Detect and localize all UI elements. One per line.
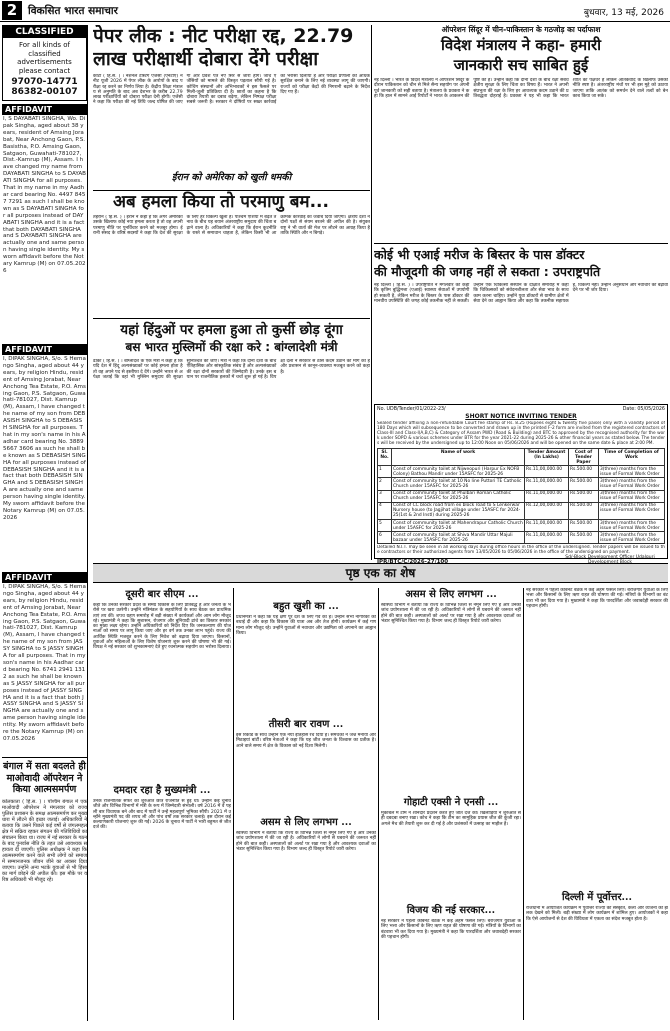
iran-body: तेहरान ( हि.स. ) । ईरान ने कहा है कि अगर अमेरिका उसके खिलाफ कोई नया हमला करता है तो वह अपनी परमाणु नीति पर पुनर्विचार करने को मजबूर होगा। ईरानी संसद के वरिष्ठ सदस्यों ने कहा कि देश की सुरक्षा के लिए हर विकल्प खुला है। पश्चिम एशिया में बढ़ते तनाव के बीच यह बयान अंतरराष्ट्रीय समुदाय की चिंता बढ़ाने वाला है। अधिकारियों ने कहा कि ईरान कूटनीति के रास्ते से समाधान चाहता है, लेकिन किसी भी आक्रामक कार्रवाई का जवाब दिया जाएगा। क्षेत्रीय देशों ने दोनों पक्षों से संयम बरतने की अपील की है। संयुक्त राष्ट्र ने भी वार्ता की मेज पर लौटने का आग्रह किया है ताकि स्थिति और न बिगड़े। (93, 215, 370, 236)
classified-phone-2: 86382-00107 (11, 87, 78, 97)
tender-footer: Detailed N.I.T. may be seen in all working days during office hours in the office of the undersigned. Tender papers will be issued to the contractors or their authorized agents from 13/05/2026 to 05/06/2026 in the office of the undersigned on payment. (377, 545, 665, 556)
continuation-banner (93, 563, 668, 583)
table-row: 5 Const of community toilet at Mahendrapur Catholic Church under 15ASFC for 2025-26 Rs.11,00,000.00 Rs.500.00 3(three) months from the issue of Formal Work Order (378, 519, 665, 531)
affidavit-title: AFFIDAVIT (2, 344, 87, 355)
column-divider (371, 25, 372, 560)
table-row: 2 Const of community toilet at 10 No line Puttori TE Catholic Church under 15ASFC for 2025-26 Rs.11,00,000.00 Rs.500.00 3(three) months from the issue of Formal Work Order (378, 478, 665, 490)
table-row: 6 Const of community toilet at Shiva Mandir Uttar Majuli bazaar under 15ASFC for 2025-26 Rs.11,00,000.00 Rs.500.00 3(three) months from the issue of Formal Work Order (378, 532, 665, 544)
affidavit-body: I, DIPAK SINGHA, S/o. S Hemango Singha, aged about 44 years, by religion Hindu, resident of Amsing Jorabat, Near Anchong Tea Estate, P.O. Amsing Gaon, P.S. Satgaon, Guwahati-781027, Dist. Kamrup (M), Assam, I have changed the name of my son from JASSY SINGHA to S JASSY SINGHA for all purposes. That in my son's name in his Aadhar card bearing No. 6741 2941 1312 as such he shall be known as S JASSY SINGHA for all purposes instead of JASSY SINGHA and it is a fact that both JASSY SINGHA and S JASSY SINGHA are actually one and same person having single identity. My sworn affidavit before the Notary Kamrup (M) on 07.05.2026 (3, 584, 86, 742)
cont-body: कहा कि उनकी सरकार प्रदेश के समग्र विकास के लिए प्रतिबद्ध है और जनता के भरोसे पर खरा उतरेगी। उन्होंने मंत्रिमंडल के सहयोगियों के साथ बैठक कर प्राथमिकताएं तय कीं। शपथ ग्रहण समारोह में बड़ी संख्या में कार्यकर्ता और आम लोग मौजूद रहे। मुख्यमंत्री ने कहा कि सुशासन, रोजगार और बुनियादी ढांचे का विस्तार सरकार का मुख्य लक्ष्य रहेगा। उन्होंने अधिकारियों को निर्देश दिए कि जनकल्याण की योजनाओं को समय पर लागू किया जाए और हर वर्ग तक उनका लाभ पहुंचे। राज्य की आर्थिक स्थिति मजबूत करने के लिए निवेश को बढ़ावा दिया जाएगा। किसानों, युवाओं और महिलाओं के लिए विशेष योजनाएं शुरू करने की घोषणा भी की गई। विपक्ष ने नई सरकार को शुभकामनाएं देते हुए रचनात्मक सहयोग का भरोसा दिलाया। (93, 603, 231, 651)
sindoor-story (374, 25, 668, 240)
table-row: 3 Const of community toilet at Phulbari Roman Catholic Church under 15ASFC for 2025-26 Rs.11,00,000.00 Rs.500.00 3(three) months from the issue of Formal Work Order (378, 490, 665, 502)
cont-headline: असम से लिए लगभग ... (260, 817, 352, 828)
cont-body: मुकाबले में टीम ने शानदार प्रदर्शन करते हुए जीत दर्ज की। खिलाड़ियों ने शुरुआत से ही दबदबा बनाए रखा। कोच ने कहा कि टीम का सामूहिक प्रयास जीत की कुंजी रहा। अगले मैच की तैयारी शुरू कर दी गई है और प्रशंसकों में उत्साह का माहौल है। (381, 811, 521, 827)
cont-body: नई सरकार ने पहली कैबिनेट बैठक में कई अहम फैसले लिए। बेरोजगार युवाओं के लिए भत्ता और किसानों के लिए ऋण राहत की घोषणा की गई। मंत्रियों के विभागों का बंटवारा भी कर दिया गया है। मुख्यमंत्री ने कहा कि पारदर्शिता और जवाबदेही सरकार की पहचान होगी। (381, 919, 521, 940)
hindu-headline-1: यहां हिंदुओं पर हमला हुआ तो कुर्सी छोड़ दूंगा (120, 322, 343, 338)
cont-headline: दूसरी बार सीएम ... (125, 589, 199, 600)
column-divider (523, 588, 524, 1020)
table-row: 1 Const of community toilet at Nijweopuri (Harpur Ex NOFB Colony) Bathou Mandir under 15ASFC for 2025-26 Rs.11,00,000.00 Rs.500.00 3(three) months from the issue of Formal Work Order (378, 466, 665, 478)
classified-text: For all kinds of classified advertisements please contact (17, 41, 72, 75)
cont-body: स्वास्थ्य विभाग ने बताया कि राज्य के विभिन्न जिलों से नमूने लिए गए हैं और उनकी जांच प्रयोगशाला में की जा रही है। अधिकारियों ने लोगों से घबराने की जरूरत नहीं होने की बात कही। अस्पतालों को अलर्ट पर रखा गया है और आवश्यक दवाओं का भंडार सुनिश्चित किया गया है। विभाग जल्द ही विस्तृत रिपोर्ट जारी करेगा। (381, 603, 521, 624)
affidavit-body: I, S DAYABATI SINGHA, Wo. Dipak Singha, aged about 38 years, resident of Amsing Jorabat, Near Anchong Gaon, P.S. Basistha, P.O. Amsing Gaon, Satgaon, Guwahati-781027, Dist.-Kamrup (M), Assam. I have changed my name from DAYABATI SINGHA to S DAYABATI SINGHA for all purposes. That in my name in my Aadhar card bearing No. 4497 8457 7291 as such I shall be known as S DAYABATI SINGHA for all purposes instead of DAYABATI SINGHA and it is a fact that both DAYABATI SINGHA and S DAYABATI SINGHA are actually one and same person having single identity. My sworn affidavit before the Notary Kamrup (M) on 07.05.2026 (3, 116, 86, 274)
tender-notice (374, 404, 668, 559)
column-divider (378, 588, 379, 1020)
cont-body: स्वास्थ्य विभाग ने बताया कि राज्य के विभिन्न जिलों से नमूने लिए गए हैं और उनकी जांच प्रयोगशाला में की जा रही है। अधिकारियों ने लोगों से घबराने की जरूरत नहीं होने की बात कही। अस्पतालों को अलर्ट पर रखा गया है और आवश्यक दवाओं का भंडार सुनिश्चित किया गया है। विभाग जल्द ही विस्तृत रिपोर्ट जारी करेगा। (236, 831, 376, 852)
iran-headline: अब हमला किया तो परमाणु बम... (113, 192, 329, 212)
affidavit-3 (2, 572, 87, 753)
column-header: Cost of Tender Paper (569, 449, 599, 466)
masthead (0, 0, 670, 22)
column-header: Tender Amount (In Lakhs) (525, 449, 569, 466)
ai-headline-2: की मौजूदगी की जगह नहीं ले सकता : उपराष्ट्रपति (374, 264, 601, 279)
tender-date: Date: 05/05/2026 (622, 407, 665, 412)
lead-body: कोटा ( हि.स. ) । नेशनल टेस्टिंग एजेंसी (एनटीए) ने नीट यूजी 2026 में पेपर लीक के आरोपों के बाद परीक्षा रद्द करने का निर्णय लिया है। केंद्रीय शिक्षा मंत्रालय से अनुमति के बाद अब देशभर के करीब 22.79 लाख परीक्षार्थियों को दोबारा परीक्षा देनी होगी। एजेंसी ने कहा कि परीक्षा की नई तिथि जल्द घोषित की जाएगी और प्रवेश पत्र नए सिरे से जारी होंगे। जांच एजेंसियों को मामले की विस्तृत पड़ताल सौंपी गई है। कोचिंग संस्थानों और अभिभावकों ने इस फैसले पर मिली-जुली प्रतिक्रिया दी है। छात्रों का कहना है कि दोबारा तैयारी का दबाव बढ़ेगा, लेकिन निष्पक्ष परीक्षा सबसे जरूरी है। सरकार ने दोषियों पर सख्त कार्रवाई का भरोसा दिलाया है और परीक्षा प्रणाली को अधिक सुरक्षित बनाने के लिए नई व्यवस्था लागू की जाएगी। राज्यों को परीक्षा केंद्रों की निगरानी बढ़ाने के निर्देश दिए गए हैं। (93, 74, 370, 106)
column-header: Sl. No. (378, 449, 392, 466)
paper-name: विकसित भारत समाचार (28, 5, 118, 17)
cont-body: प्रधानमंत्री ने कहा कि यह क्षण पूरे देश के लिए गर्व का है। उन्होंने सभी नागरिकों को बधाई दी और कहा कि विकास की यात्रा अब और तेज होगी। कार्यक्रम में कई गणमान्य लोग मौजूद रहे। उन्होंने युवाओं से नवाचार और उद्यमिता को अपनाने का आह्वान किया। (236, 615, 376, 636)
hindu-story (93, 318, 370, 558)
affidavit-body: I, DIPAK SINGHA, S/o. S Hemango Singha, aged about 44 years, by religion Hindu, resident of Amsing Jorabat, Near Anchong Tea Estate, P.O. Amsing Gaon, P.S. Satgaon, Guwahati-781027, Dist. Kamrup (M), Assam, I have changed the name of my son from DEBASISH SINGHA to S DEBASISH SINGHA for all purposes. That in my son's name in his Aadhar card bearing No. 3889 5667 3606 as such he shall be known as S DEBASISH SINGHA for all purposes instead of DEBASISH SINGHA and it is a fact that both DEBASISH SINGHA and S DEBASISH SINGHA are actually one and same person having single identity. My sworn affidavit before the Notary Kamrup (M) on 07.05.2026 (3, 356, 86, 521)
tender-table (377, 448, 665, 544)
ai-story (374, 243, 668, 403)
cont-col-3 (381, 588, 521, 1021)
cont-headline: गोहाटी एक्सी ने एनसी ... (403, 797, 499, 808)
cont-body: राजधानी में आयोजित कार्यक्रम में पूर्वोत्तर राज्यों की संस्कृति, कला और व्यंजनों की झलक देखने को मिली। बड़ी संख्या में लोग कार्यक्रम में शामिल हुए। आयोजकों ने कहा कि ऐसे आयोजनों से देश की विविधता में एकता का संदेश मजबूत होता है। (526, 906, 668, 922)
sindoor-headline-2: जानकारी सच साबित हुई (453, 56, 589, 74)
affidavit-title: AFFIDAVIT (2, 104, 87, 115)
lead-callout: ईरान को अमेरिका को खुली धमकी (171, 172, 292, 183)
sindoor-kicker: ऑपरेशन सिंदूर में चीन-पाकिस्तान के गठजोड़ का पर्दाफाश (441, 25, 601, 34)
sindoor-body: नई दिल्ली । भारत के विदेश मंत्रालय ने ऑपरेशन सिंदूर के दौरान पाकिस्तान को चीन से मिले सैन्य सहयोग पर अपनी पूर्व जानकारी को सही बताया है। मंत्रालय के प्रवक्ता ने कहा कि हाल में सामने आई रिपोर्टों ने भारत के आकलन की पुष्टि की है। उन्होंने कहा कि दोनों देशों के बीच रक्षा संबंध क्षेत्रीय सुरक्षा के लिए चिंता का विषय हैं। भारत ने अपनी संप्रभुता की रक्षा के लिए हर आवश्यक कदम उठाने की प्रतिबद्धता दोहराई है। प्रवक्ता ने यह भी कहा कि भारत शांति का पक्षधर है लेकिन आतंकवाद के खिलाफ उसकी नीति स्पष्ट है। अंतरराष्ट्रीय मंचों पर भी इस मुद्दे को उठाया जाएगा ताकि आतंक को समर्थन देने वाले तत्वों को बेनकाब किया जा सके। (374, 78, 668, 99)
left-column (2, 25, 88, 1021)
cont-headline: विजय की नई सरकार... (406, 905, 496, 916)
tender-number: No. UDB/Tender/01/2022-23/ (377, 407, 446, 412)
cont-body: नई सरकार ने पहली कैबिनेट बैठक में कई अहम फैसले लिए। बेरोजगार युवाओं के लिए भत्ता और किसानों के लिए ऋण राहत की घोषणा की गई। मंत्रियों के विभागों का बंटवारा भी कर दिया गया है। मुख्यमंत्री ने कहा कि पारदर्शिता और जवाबदेही सरकार की पहचान होगी। (526, 588, 668, 609)
iran-story (93, 190, 370, 315)
column-header: Name of work (392, 449, 525, 466)
left-story (2, 757, 87, 1014)
lead-headline-1: पेपर लीक : नीट परीक्षा रद्द, 22.79 (93, 25, 354, 47)
cont-headline: दमदार रहा है मुख्यमंत्री ... (113, 785, 211, 796)
column-header: Time of Completion of Work (599, 449, 665, 466)
affidavit-1 (2, 104, 87, 342)
tender-intro: Sealed tender affixing a non-refundable Court fee stamp of Rs. 8.25 (Rupees eight & twenty five paise) only with a validity period of 180 Days which will subsequence to be converted and drawn up in the printed F-2 form are invited from the registered contractors of Class-III and Class-I(A,B,C) & Category of Assam PWD (Road & Building) and BTC to approved by the recognised authority for the work under SOPD & various schemes under BTR for the year 2021-22 during 2025-26 & other financial years as stated below. The tenders will be received by the undersigned up to 12:00 Noon on 05/06/2026 and will be opened on the same date & place at 2:00 PM. (377, 421, 665, 446)
page-number: 2 (2, 1, 22, 20)
affidavit-2 (2, 344, 87, 570)
lead-story (93, 25, 370, 188)
ai-headline-1: कोई भी एआई मरीज के बिस्तर के पास डॉक्टर (374, 247, 585, 262)
tender-signature: Sd/-Block Development Officer Udalguri (565, 555, 655, 561)
issue-date: बुधवार, 13 मई, 2026 (583, 8, 664, 18)
cont-col-1 (93, 588, 231, 1021)
cont-col-2 (236, 588, 376, 1021)
ai-body: नई दिल्ली ( हि.स. ) । उपराष्ट्रपति ने मंगलवार को कहा कि कृत्रिम बुद्धिमत्ता (एआई) स्वास्थ्य सेवाओं में उपयोगी हो सकती है, लेकिन मरीज के बिस्तर के पास डॉक्टर की मानवीय उपस्थिति की जगह कोई तकनीक नहीं ले सकती। उन्होंने एक चिकित्सा संस्थान के दीक्षांत समारोह में कहा कि चिकित्सकों को संवेदनशीलता और सेवा भाव के साथ काम करना चाहिए। उन्होंने युवा डॉक्टरों से ग्रामीण क्षेत्रों में सेवा देने का आह्वान किया और कहा कि तकनीक सहायक है, विकल्प नहीं। उन्होंने अनुसंधान और नवाचार को बढ़ावा देने पर भी जोर दिया। (374, 283, 668, 304)
classified-box (2, 25, 87, 101)
hindu-headline-2: बस भारत मुस्लिमों की रक्षा करे : बांग्लादेशी मंत्री (125, 340, 338, 354)
lead-headline-2: लाख परीक्षार्थी दोबारा देंगे परीक्षा (93, 48, 319, 70)
cont-headline: तीसरी बार रावण ... (268, 719, 344, 730)
column-divider (233, 588, 234, 1020)
cont-headline: दिल्ली में पूर्वोत्तर... (562, 892, 632, 903)
cont-headline: बहुत खुशी का ... (273, 601, 339, 612)
classified-phone-1: 97070-14771 (11, 77, 78, 87)
affidavit-title: AFFIDAVIT (2, 572, 87, 583)
cont-headline: असम से लिए लगभग ... (405, 589, 497, 600)
left-story-headline: बंगाल में सता बदलते ही माओवादी ऑपरेशन ने किया आत्मसमर्पण (3, 761, 86, 795)
left-story-body: कोलकाता ( हि.स. ) । पश्चिम बंगाल में एक माओवादी ऑपरेशन ने मंगलवार को राज्य पुलिस प्रशासन के समक्ष आत्मसमर्पण कर मुख्यधारा में लौटने की इच्छा जताई। अधिकारियों ने बताया कि उसने पिछले कई वर्षों से जंगलमहल क्षेत्र में सक्रिय रहकर संगठन की गतिविधियों का संचालन किया था। राज्य में नई सरकार के गठन के बाद पुनर्वास नीति के तहत उसे आवश्यक सहायता दी जाएगी। पुलिस अधीक्षक ने कहा कि आत्मसमर्पण करने वाले सभी लोगों को समाज में सम्मानजनक जीवन जीने का अवसर दिया जाएगा। उन्होंने अन्य भटके युवाओं से भी हिंसा का मार्ग छोड़ने की अपील की। इस मौके पर वरिष्ठ अधिकारी भी मौजूद रहे। (2, 798, 87, 883)
table-row: 4 Const of CC block road from ex block road to S Lenkerwar Nursery house (to Jagjihat village under 15ASFC for 2024-25(1st & 2nd Instl) during 2025-26 Rs.12,00,000.00 Rs.500.00 3(three) months from the issue of Formal Work Order (378, 502, 665, 519)
cont-body: इस रिकॉर्ड के साथ उन्होंने एक नया इतिहास रच दिया है। समर्थकों ने जश्न मनाया और मिठाइयां बांटीं। वरिष्ठ नेताओं ने कहा कि यह जीत जनता के विश्वास का प्रतीक है। आने वाले समय में क्षेत्र के विकास को नई दिशा मिलेगी। (236, 733, 376, 749)
sindoor-headline-1: विदेश मंत्रालय ने कहा- हमारी (440, 36, 602, 54)
banner-title: पृष्ठ एक का शेष (345, 566, 416, 580)
hindu-body: ढाका ( हि.स. ) । बांग्लादेश के एक मंत्री ने कहा है कि यदि देश में हिंदू अल्पसंख्यकों पर कोई हमला होता है तो वह अपने पद से इस्तीफा दे देंगे। उन्होंने भारत से अपेक्षा जताई कि वहां भी मुस्लिम समुदाय की सुरक्षा सुनिश्चित की जाए। मंत्री ने कहा कि दोनों देशों के बीच ऐतिहासिक और सांस्कृतिक संबंध हैं और अल्पसंख्यकों की रक्षा दोनों सरकारों की जिम्मेदारी है। उनके इस बयान पर राजनीतिक हलकों में चर्चा शुरू हो गई है। विपक्षी दलों ने सरकार से ठोस कदम उठाने की मांग की है और प्रशासन से कानून-व्यवस्था मजबूत करने को कहा है। (93, 359, 370, 380)
cont-col-4 (526, 588, 668, 1021)
cont-body: उनके राजनीतिक सफर की शुरुआत छात्र राजनीति से हुई थी। उन्होंने कई चुनाव जीते और विभिन्न विभागों में मंत्री के रूप में जिम्मेदारी संभाली। वर्ष 2016 में वे पहली बार विधायक बने और बाद में पार्टी ने उन्हें महत्वपूर्ण भूमिका सौंपी। 2021 में उन्होंने मुख्यमंत्री पद की शपथ ली और पांच वर्षों तक सरकार चलाई। इस दौरान कई कल्याणकारी योजनाएं शुरू की गईं। 2026 के चुनाव में पार्टी ने भारी बहुमत से जीत दर्ज की। (93, 799, 231, 831)
tender-title: SHORT NOTICE INVITING TENDER (465, 413, 577, 420)
classified-title: CLASSIFIED (3, 26, 86, 38)
